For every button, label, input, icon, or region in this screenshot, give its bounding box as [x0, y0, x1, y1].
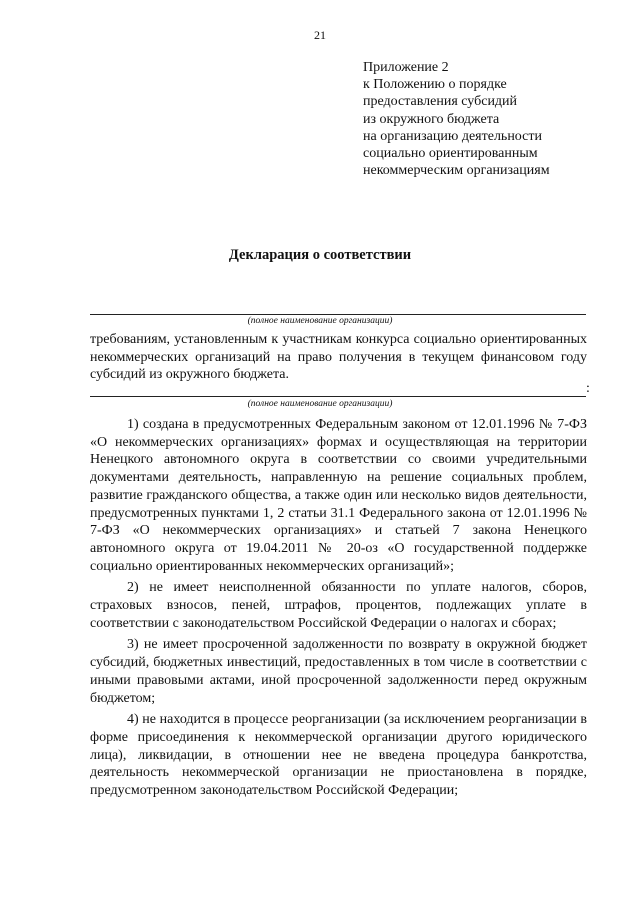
appendix-line: социально ориентированным — [363, 146, 538, 162]
appendix-line: некоммерческим организациям — [363, 163, 550, 179]
requirement-item: 2) не имеет неисполненной обязанности по уплате налогов, сборов, страховых взносов, пеней, штрафов, процентов, подлежащих уплате в соответствии с законодательством Российской Федерации о налогах и сборах; — [90, 580, 587, 631]
appendix-line: на организацию деятельности — [363, 128, 542, 144]
colon-mark: : — [586, 381, 590, 396]
appendix-line: предоставления субсидий — [363, 94, 518, 110]
requirement-item: 3) не имеет просроченной задолженности по возврату в окружной бюджет субсидий, бюджетных инвестиций, предоставленных в том числе в соответствии с иными правовыми актами, иной просроченной задолженности перед окружным бюджетом; — [90, 637, 587, 706]
organization-name-caption: (полное наименование организации) — [247, 316, 393, 326]
intro-paragraph — [90, 331, 587, 384]
requirement-item: 1) создана в предусмотренных Федеральным законом от 12.01.1996 № 7-ФЗ «О некоммерческих организациях» формах и осуществляющая на территории Ненецкого автономного округа в соответствии со своими учредительными документами деятельность, направленную на решение социальных проблем, развитие гражданского общества, а также один или несколько видов деятельности, предусмотренных пунктами 1, 2 статьи 31.1 Федерального закона от 12.01.1996 № 7-ФЗ «О некоммерческих организациях» и статьей 7 закона Ненецкого автономного округа от 19.04.2011 № 20-оз «О государственной поддержке социально ориентированных некоммерческих организаций»; — [90, 417, 587, 574]
organization-name-caption: (полное наименование организации) — [247, 399, 393, 409]
appendix-block — [363, 59, 633, 179]
requirements-list — [90, 416, 587, 800]
organization-name-line — [90, 314, 586, 315]
page-number: 21 — [314, 28, 326, 42]
intro-text: требованиям, установленным к участникам конкурса социально ориентированных некоммерческих организаций на право получения в текущем финансовом году субсидий из окружного бюджета. — [90, 332, 587, 383]
appendix-line: Приложение 2 — [363, 60, 449, 75]
requirement-item: 4) не находится в процессе реорганизации (за исключением реорганизации в форме присоединения к некоммерческой организации другого юридического лица), ликвидации, в отношении нее не введена процедура банкротства, деятельность некоммерческой организации не приостановлена в порядке, предусмотренном законодательством Российской Федерации; — [90, 712, 587, 799]
organization-name-line — [90, 396, 586, 397]
document-title: Декларация о соответствии — [228, 247, 412, 263]
appendix-line: из окружного бюджета — [363, 111, 500, 127]
appendix-line: к Положению о порядке — [363, 77, 507, 93]
